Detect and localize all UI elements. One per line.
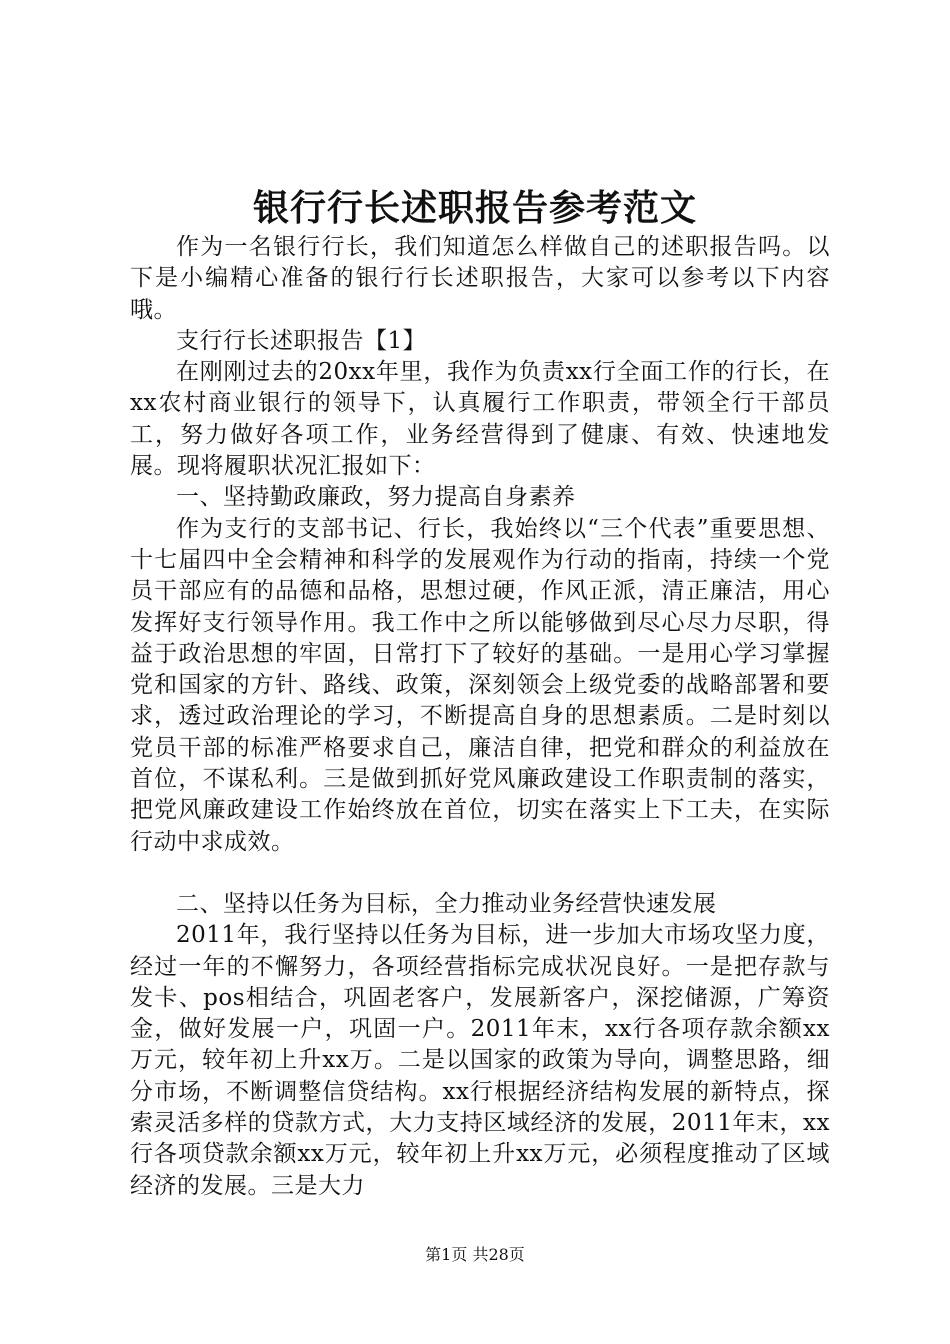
intro-paragraph: 作为一名银行行长，我们知道怎么样做自己的述职报告吗。以下是小编精心准备的银行行长述职报告，大家可以参考以下内容哦。: [130, 234, 830, 323]
section-heading-1: 一、坚持勤政廉政，努力提高自身素养: [176, 484, 576, 511]
paragraph-2: 2011年，我行坚持以任务为目标，进一步加大市场攻坚力度，经过一年的不懈努力，各项经营指标完成状况良好。一是把存款与发卡、pos相结合，巩固老客户，发展新客户，深挖储源，广筹资金，做好发展一户，巩固一户。2011年末，xx行各项存款余额xx万元，较年初上升xx万。二是以国家的政策为导向，调整思路，细分市场，不断调整信贷结构。xx行根据经济结构发展的新特点，探索灵活多样的贷款方式，大力支持区域经济的发展，2011年末，xx行各项贷款余额xx万元，较年初上升xx万元，必须程度推动了区域经济的发展。三是大力: [130, 922, 830, 1199]
document-body: [130, 232, 830, 1202]
opening-paragraph: 在刚刚过去的20xx年里，我作为负责xx行全面工作的行长，在xx农村商业银行的领导下，认真履行工作职责，带领全行干部员工，努力做好各项工作，业务经营得到了健康、有效、快速地发展。现将履职状况汇报如下：: [130, 359, 830, 480]
section-heading-2: 二、坚持以任务为目标，全力推动业务经营快速发展: [176, 890, 717, 917]
document-title: 银行行长述职报告参考范文: [252, 187, 697, 229]
page-footer: 第1页 共28页: [425, 1245, 525, 1264]
section-title: 支行行长述职报告【1】: [176, 327, 427, 354]
paragraph-1: 作为支行的支部书记、行长，我始终以“三个代表”重要思想、十七届四中全会精神和科学的发展观作为行动的指南，持续一个党员干部应有的品德和品格，思想过硬，作风正派，清正廉洁，用心发挥好支行领导作用。我工作中之所以能够做到尽心尽力尽职，得益于政治思想的牢固，日常打下了较好的基础。一是用心学习掌握党和国家的方针、路线、政策，深刻领会上级党委的战略部署和要求，透过政治理论的学习，不断提高自身的思想素质。二是时刻以党员干部的标准严格要求自己，廉洁自律，把党和群众的利益放在首位，不谋私利。三是做到抓好党风廉政建设工作职责制的落实，把党风廉政建设工作始终放在首位，切实在落实上下工夫，在实际行动中求成效。: [130, 515, 830, 855]
